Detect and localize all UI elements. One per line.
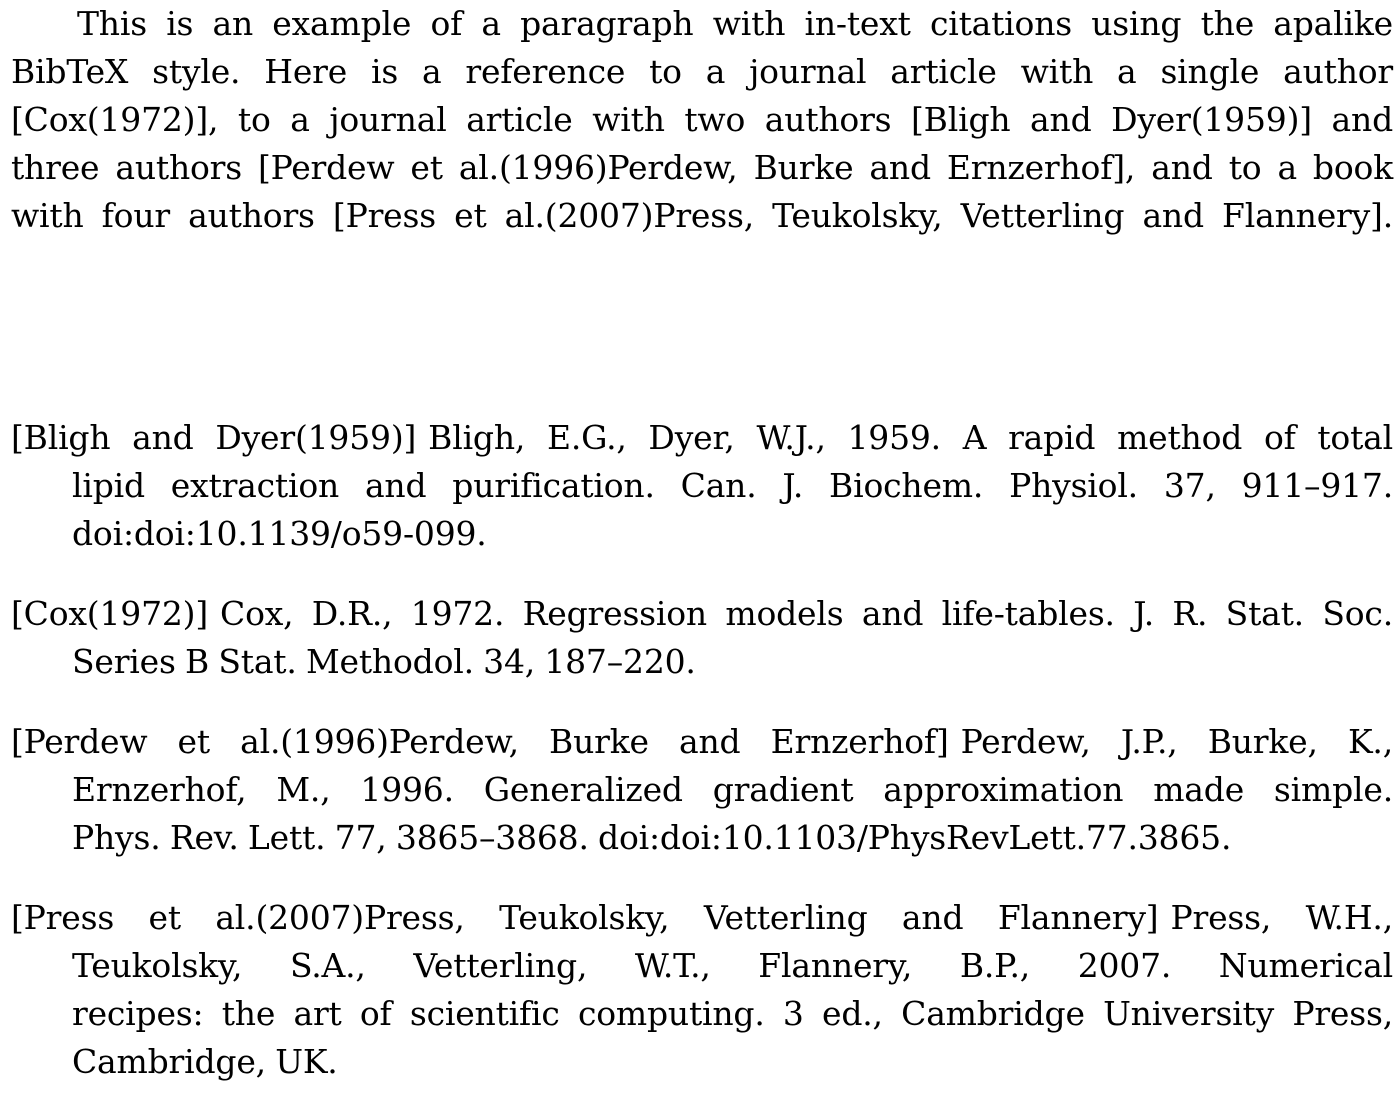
reference-line: Series B Stat. Methodol. 34, 187–220. (72, 642, 696, 681)
paragraph-line: three authors [Perdew et al.(1996)Perdew, Burke and Ernzerhof], and to a book (11, 148, 1393, 187)
reference-first-line (11, 414, 1393, 462)
reference-text: Cox, D.R., 1972. Regression models and life-tables. J. R. Stat. Soc. (220, 594, 1393, 633)
reference-line: recipes: the art of scientific computing. 3 ed., Cambridge University Press, (72, 994, 1393, 1033)
reference-line: Cambridge, UK. (72, 1042, 338, 1081)
reference-entry-bligh-dyer (11, 414, 1393, 558)
reference-list (11, 414, 1393, 1118)
reference-line: Phys. Rev. Lett. 77, 3865–3868. doi:doi:10.1103/PhysRevLett.77.3865. (72, 818, 1232, 857)
paragraph-line: [Cox(1972)], to a journal article with two authors [Bligh and Dyer(1959)] and (11, 100, 1393, 139)
reference-entry-cox (11, 590, 1393, 686)
reference-label: [Cox(1972)] (11, 594, 209, 633)
reference-first-line (11, 894, 1393, 942)
reference-first-line (11, 590, 1393, 638)
reference-label: [Perdew et al.(1996)Perdew, Burke and Ernzerhof] (11, 722, 949, 761)
body-paragraph (11, 0, 1393, 240)
document-page (11, 0, 1393, 1081)
reference-label: [Bligh and Dyer(1959)] (11, 418, 417, 457)
reference-line: Ernzerhof, M., 1996. Generalized gradient approximation made simple. (72, 770, 1393, 809)
reference-line: lipid extraction and purification. Can. J. Biochem. Physiol. 37, 911–917. (72, 466, 1393, 505)
reference-entry-press (11, 894, 1393, 1086)
reference-text: Perdew, J.P., Burke, K., (960, 722, 1393, 761)
reference-first-line (11, 718, 1393, 766)
reference-text: Press, W.H., (1170, 898, 1393, 937)
reference-entry-perdew (11, 718, 1393, 862)
reference-line: Teukolsky, S.A., Vetterling, W.T., Flannery, B.P., 2007. Numerical (72, 946, 1393, 985)
paragraph-line: This is an example of a paragraph with in-text citations using the apalike (77, 4, 1393, 43)
reference-text: Bligh, E.G., Dyer, W.J., 1959. A rapid method of total (428, 418, 1393, 457)
reference-line: doi:doi:10.1139/o59-099. (72, 514, 487, 553)
paragraph-line: with four authors [Press et al.(2007)Press, Teukolsky, Vetterling and Flannery]. (11, 196, 1393, 235)
reference-label: [Press et al.(2007)Press, Teukolsky, Vetterling and Flannery] (11, 898, 1159, 937)
paragraph-line: BibTeX style. Here is a reference to a journal article with a single author (11, 52, 1393, 91)
